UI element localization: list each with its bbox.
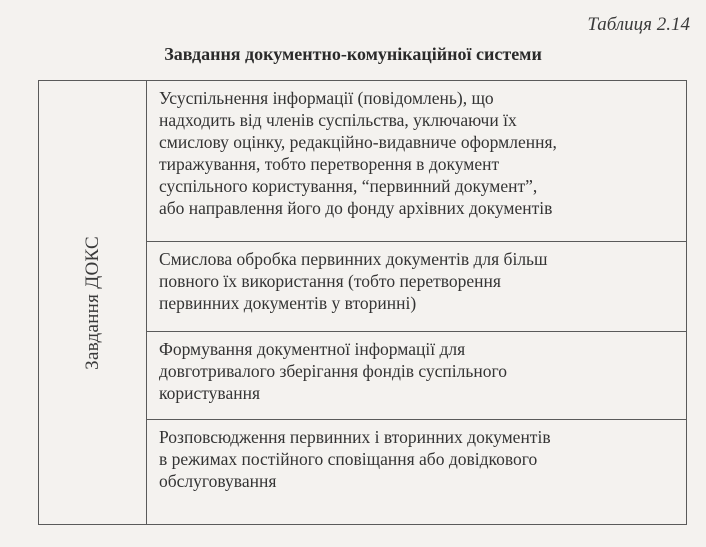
side-header-label: Завдання ДОКС <box>81 235 103 370</box>
task-row-1-line-5: суспільного користування, “первинний документ”, <box>159 176 538 196</box>
task-row-4-line-1: Розповсюдження первинних і вторинних документів <box>159 427 551 447</box>
task-row-1-line-4: тиражування, тобто перетворення в документ <box>159 154 500 174</box>
task-row-1-line-6: або направлення його до фонду архівних документів <box>159 198 553 218</box>
task-row-3 <box>147 332 686 420</box>
task-row-1-line-1: Усуспільнення інформації (повідомлень), що <box>159 88 494 108</box>
tasks-table <box>38 80 687 525</box>
table-title: Завдання документно-комунікаційної системи <box>164 44 542 64</box>
task-row-1-line-2: надходить від членів суспільства, уключаючи їх <box>159 110 517 130</box>
task-row-4-line-3: обслуговування <box>159 471 277 491</box>
task-row-4-line-2: в режимах постійного сповіщання або довідкового <box>159 449 538 469</box>
task-row-2-line-2: повного їх використання (тобто перетворення <box>159 271 501 291</box>
task-row-4 <box>147 420 686 524</box>
task-row-3-line-2: довготривалого зберігання фондів суспільного <box>159 361 507 381</box>
side-header-cell <box>39 81 147 524</box>
task-row-2-line-3: первинних документів у вторинні) <box>159 293 417 313</box>
task-row-1 <box>147 81 686 242</box>
task-row-2 <box>147 242 686 332</box>
task-row-1-line-3: смислову оцінку, редакційно-видавниче оформлення, <box>159 132 557 152</box>
table-number: Таблиця 2.14 <box>587 14 690 35</box>
task-row-3-line-3: користування <box>159 383 260 403</box>
tasks-rows <box>147 81 686 524</box>
task-row-3-line-1: Формування документної інформації для <box>159 339 466 359</box>
task-row-2-line-1: Смислова обробка первинних документів для більш <box>159 249 548 269</box>
